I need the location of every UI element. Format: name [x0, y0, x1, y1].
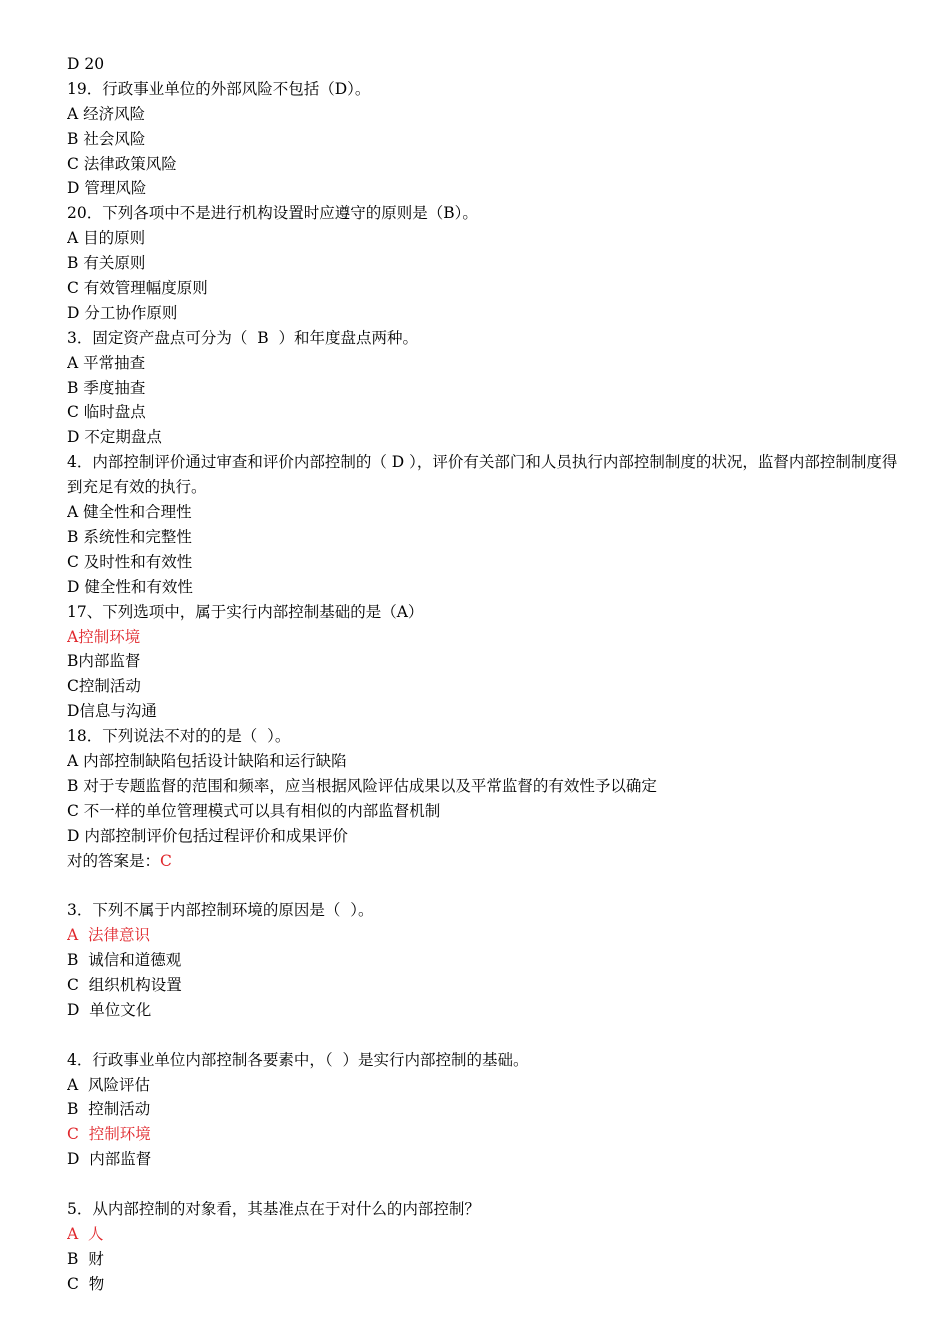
line-text: A 风险评估 — [67, 1075, 151, 1094]
text-line — [67, 152, 907, 177]
text-line — [67, 425, 907, 450]
line-text: D 内部控制评价包括过程评价和成果评价 — [67, 826, 348, 845]
line-text: A控制环境 — [67, 627, 141, 646]
text-line — [67, 699, 907, 724]
line-text: C 组织机构设置 — [67, 975, 182, 994]
text-line — [67, 500, 907, 525]
line-text: B 社会风险 — [67, 129, 146, 148]
line-text: B内部监督 — [67, 652, 141, 671]
text-line — [67, 575, 907, 600]
blank-line — [67, 873, 907, 898]
text-line — [67, 77, 907, 102]
blank-line — [67, 1172, 907, 1197]
line-text: D 管理风险 — [67, 179, 147, 198]
line-text: B 季度抽查 — [67, 378, 146, 397]
text-line — [67, 226, 907, 251]
text-line — [67, 400, 907, 425]
text-line — [67, 326, 907, 351]
line-text: B 系统性和完整性 — [67, 527, 192, 546]
text-line — [67, 674, 907, 699]
document-body — [67, 52, 907, 1297]
line-text: D 分工协作原则 — [67, 303, 178, 322]
line-text: C 临时盘点 — [67, 403, 146, 422]
text-line — [67, 276, 907, 301]
text-line — [67, 1048, 907, 1073]
text-line — [67, 1197, 907, 1222]
line-text: C 控制环境 — [67, 1125, 151, 1144]
line-text: B 控制活动 — [67, 1100, 151, 1119]
text-line — [67, 351, 907, 376]
line-text: 4．行政事业单位内部控制各要素中，（ ）是实行内部控制的基础。 — [67, 1050, 529, 1069]
text-line — [67, 1147, 907, 1172]
text-line — [67, 550, 907, 575]
text-line — [67, 774, 907, 799]
line-text: A 内部控制缺陷包括设计缺陷和运行缺陷 — [67, 751, 347, 770]
text-line — [67, 600, 907, 625]
line-text: 3．固定资产盘点可分为（ B ）和年度盘点两种。 — [67, 328, 418, 347]
text-line — [67, 749, 907, 774]
text-line — [67, 948, 907, 973]
line-text: D 单位文化 — [67, 1000, 152, 1019]
line-text: D 20 — [67, 55, 105, 73]
line-text: D 内部监督 — [67, 1150, 152, 1169]
line-text: D 健全性和有效性 — [67, 577, 193, 596]
text-line — [67, 176, 907, 201]
text-line — [67, 849, 907, 874]
text-line — [67, 376, 907, 401]
line-text: 4．内部控制评价通过审查和评价内部控制的（ D ），评价有关部门和人员执行内部控制制度的状况，监督内部控制制度得到充足有效的执行。 — [67, 453, 898, 497]
text-line — [67, 824, 907, 849]
text-line — [67, 127, 907, 152]
text-line — [67, 625, 907, 650]
text-line — [67, 201, 907, 226]
text-line — [67, 998, 907, 1023]
line-text: 18．下列说法不对的的是（ ）。 — [67, 727, 291, 746]
line-text: C 物 — [67, 1274, 105, 1293]
line-text: 20．下列各项中不是进行机构设置时应遵守的原则是（B）。 — [67, 204, 478, 223]
line-text: B 财 — [67, 1249, 104, 1268]
text-line — [67, 102, 907, 127]
blank-line — [67, 1023, 907, 1048]
line-text: A 平常抽查 — [67, 353, 146, 372]
text-line — [67, 301, 907, 326]
text-line — [67, 1122, 907, 1147]
line-text: 对的答案是： — [67, 851, 161, 870]
line-text: B 对于专题监督的范围和频率，应当根据风险评估成果以及平常监督的有效性予以确定 — [67, 776, 657, 795]
line-text: B 有关原则 — [67, 254, 146, 273]
line-text: 3．下列不属于内部控制环境的原因是（ ）。 — [67, 901, 374, 920]
text-line — [67, 450, 907, 500]
line-text: C 有效管理幅度原则 — [67, 279, 208, 298]
text-line — [67, 525, 907, 550]
line-text: C 不一样的单位管理模式可以具有相似的内部监督机制 — [67, 801, 441, 820]
text-line — [67, 52, 907, 77]
line-text: 17、下列选项中，属于实行内部控制基础的是（A） — [67, 602, 424, 621]
text-line — [67, 898, 907, 923]
line-text: A 人 — [67, 1224, 104, 1243]
answer-highlight: C — [160, 851, 172, 870]
line-text: C 及时性和有效性 — [67, 552, 193, 571]
text-line — [67, 724, 907, 749]
text-line — [67, 973, 907, 998]
text-line — [67, 1073, 907, 1098]
line-text: A 法律意识 — [67, 926, 151, 945]
text-line — [67, 1272, 907, 1297]
text-line — [67, 1097, 907, 1122]
line-text: C控制活动 — [67, 677, 141, 696]
text-line — [67, 251, 907, 276]
text-line — [67, 1222, 907, 1247]
line-text: A 经济风险 — [67, 104, 146, 123]
text-line — [67, 799, 907, 824]
text-line — [67, 649, 907, 674]
line-text: A 目的原则 — [67, 229, 146, 248]
line-text: A 健全性和合理性 — [67, 503, 192, 522]
line-text: D 不定期盘点 — [67, 428, 162, 447]
line-text: 19．行政事业单位的外部风险不包括（D）。 — [67, 79, 371, 98]
line-text: C 法律政策风险 — [67, 154, 177, 173]
text-line — [67, 1247, 907, 1272]
text-line — [67, 923, 907, 948]
line-text: 5．从内部控制的对象看，其基准点在于对什么的内部控制？ — [67, 1200, 480, 1218]
line-text: D信息与沟通 — [67, 702, 157, 721]
line-text: B 诚信和道德观 — [67, 951, 182, 970]
